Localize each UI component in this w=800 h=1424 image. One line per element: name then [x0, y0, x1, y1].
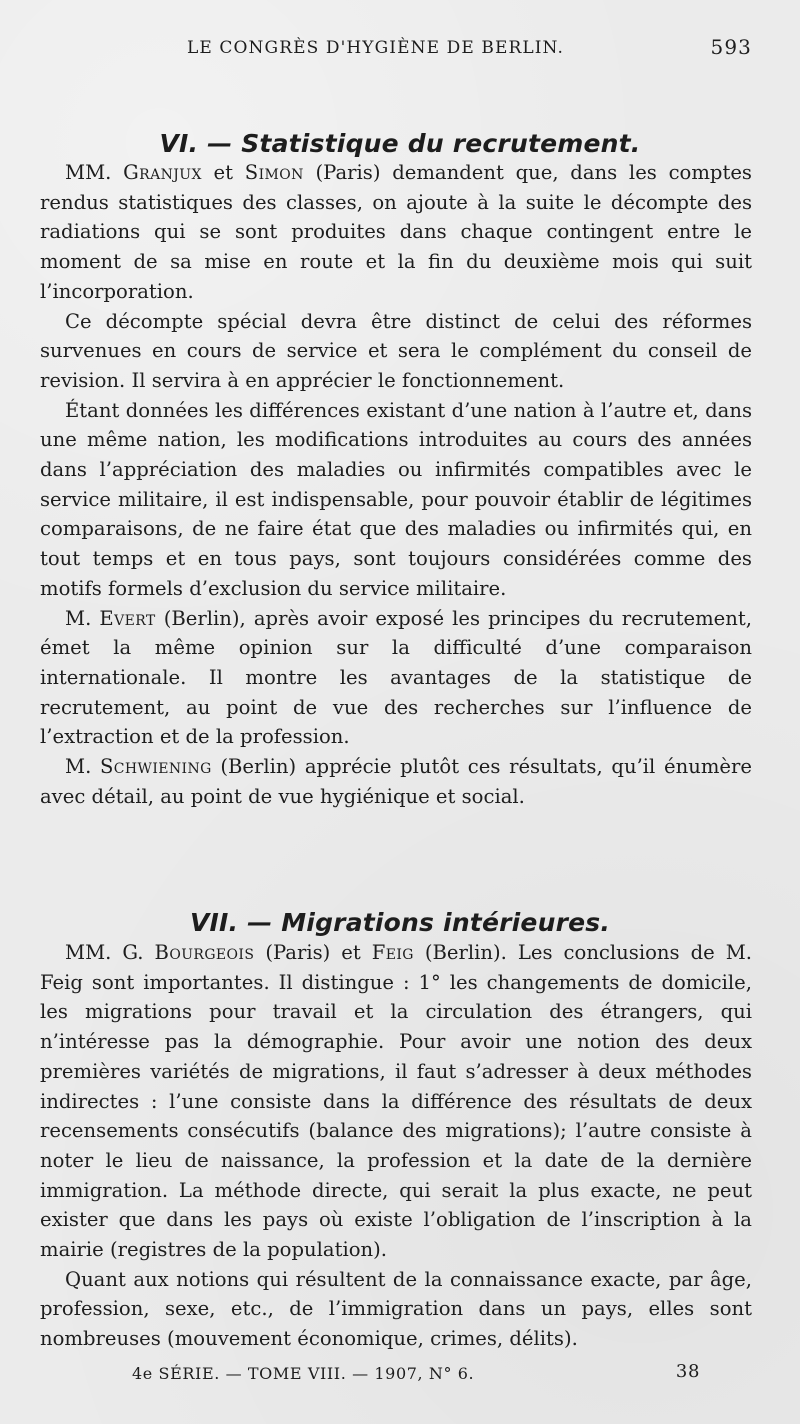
- paragraph-immigration-notions: Quant aux notions qui résultent de la connaissance exacte, par âge, profession, sexe, etc., de l’immigration dans un pays, elles sont nombreuses (mouvement économique, crimes, délits).: [40, 1267, 752, 1351]
- paragraph-prefix: MM.: [65, 161, 124, 184]
- author-name: Schwiening: [99, 755, 212, 779]
- running-header: [42, 34, 752, 64]
- author-name: Bourgeois: [154, 941, 255, 964]
- paragraph-prefix: M.: [65, 755, 100, 779]
- author-name: Feig: [371, 941, 414, 964]
- running-title: LE CONGRÈS D'HYGIÈNE DE BERLIN.: [187, 38, 564, 58]
- page-footer: [132, 1361, 700, 1391]
- author-name: Granjux: [123, 161, 202, 184]
- paragraph-bourgeois-feig: [40, 938, 752, 1265]
- middle-text: (Paris) et: [254, 941, 372, 964]
- paragraph-special-count: Ce décompte spécial devra être distinct de celui des réformes survenues en cours de service et sera le complément du conseil de revision. Il servira à en apprécier le fonctionnement.: [40, 309, 752, 392]
- paragraph-schwiening: [40, 752, 752, 811]
- paragraph-evert: [40, 604, 752, 753]
- section-heading-recruitment: VI. — Statistique du recrutement.: [159, 128, 641, 158]
- paragraph-text: (Berlin), après avoir exposé les principes du recrutement, émet la même opinion sur la difficulté d’une comparaison internationale. Il montre les avantages de la statistique de recrutement, au point de vue des recherches sur l’influence de l’extraction et de la profession.: [40, 606, 752, 749]
- connector-text: et: [201, 161, 245, 184]
- author-name: Evert: [99, 606, 156, 630]
- author-name: Simon: [244, 161, 304, 184]
- paragraph-text: (Berlin) apprécie plutôt ces résultats, qu’il énumère avec détail, au point de vue hygiénique et social.: [40, 755, 752, 808]
- migrations-section: [40, 938, 752, 1354]
- recruitment-section: [40, 158, 752, 811]
- section-heading-migrations: VII. — Migrations intérieures.: [189, 907, 611, 937]
- page-number: 593: [710, 35, 752, 59]
- paragraph-text: (Paris) demandent que, dans les comptes rendus statistiques des classes, on ajoute à la suite le décompte des radiations qui se sont produites dans chaque contingent entre le moment de sa mise en route et la fin du deuxième mois qui suit l’incorporation.: [40, 161, 752, 303]
- series-info: 4e SÉRIE. — TOME VIII. — 1907, N° 6.: [132, 1364, 475, 1383]
- paragraph-prefix: MM. G.: [65, 941, 155, 964]
- paragraph-national-differences: Étant données les différences existant d’une nation à l’autre et, dans une même nation, les modifications introduites au cours des années dans l’appréciation des maladies ou infirmités compatibles avec le service militaire, il est indispensable, pour pouvoir établir de légitimes comparaisons, de ne faire état que des maladies ou infirmités qui, en tout temps et en tous pays, sont toujours considérées comme des motifs formels d’exclusion du service militaire.: [40, 398, 752, 600]
- paragraph-text: (Berlin). Les conclusions de M. Feig sont importantes. Il distingue : 1° les changements de domicile, les migrations pour travail et la circulation des étrangers, qui n’intéresse pas la démographie. Pour avoir une notion des deux premières variétés de migrations, il faut s’adresser à deux méthodes indirectes : l’une consiste dans la différence des résultats de deux recensements consécutifs (balance des migrations); l’autre consiste à noter le lieu de naissance, la profession et la date de la dernière immigration. La méthode directe, qui serait la plus exacte, ne peut exister que dans les pays où existe l’obligation de l’inscription à la mairie (registres de la population).: [40, 941, 752, 1262]
- paragraph-granjux-simon: [40, 158, 752, 307]
- signature-number: 38: [675, 1361, 700, 1382]
- paragraph-prefix: M.: [65, 606, 100, 630]
